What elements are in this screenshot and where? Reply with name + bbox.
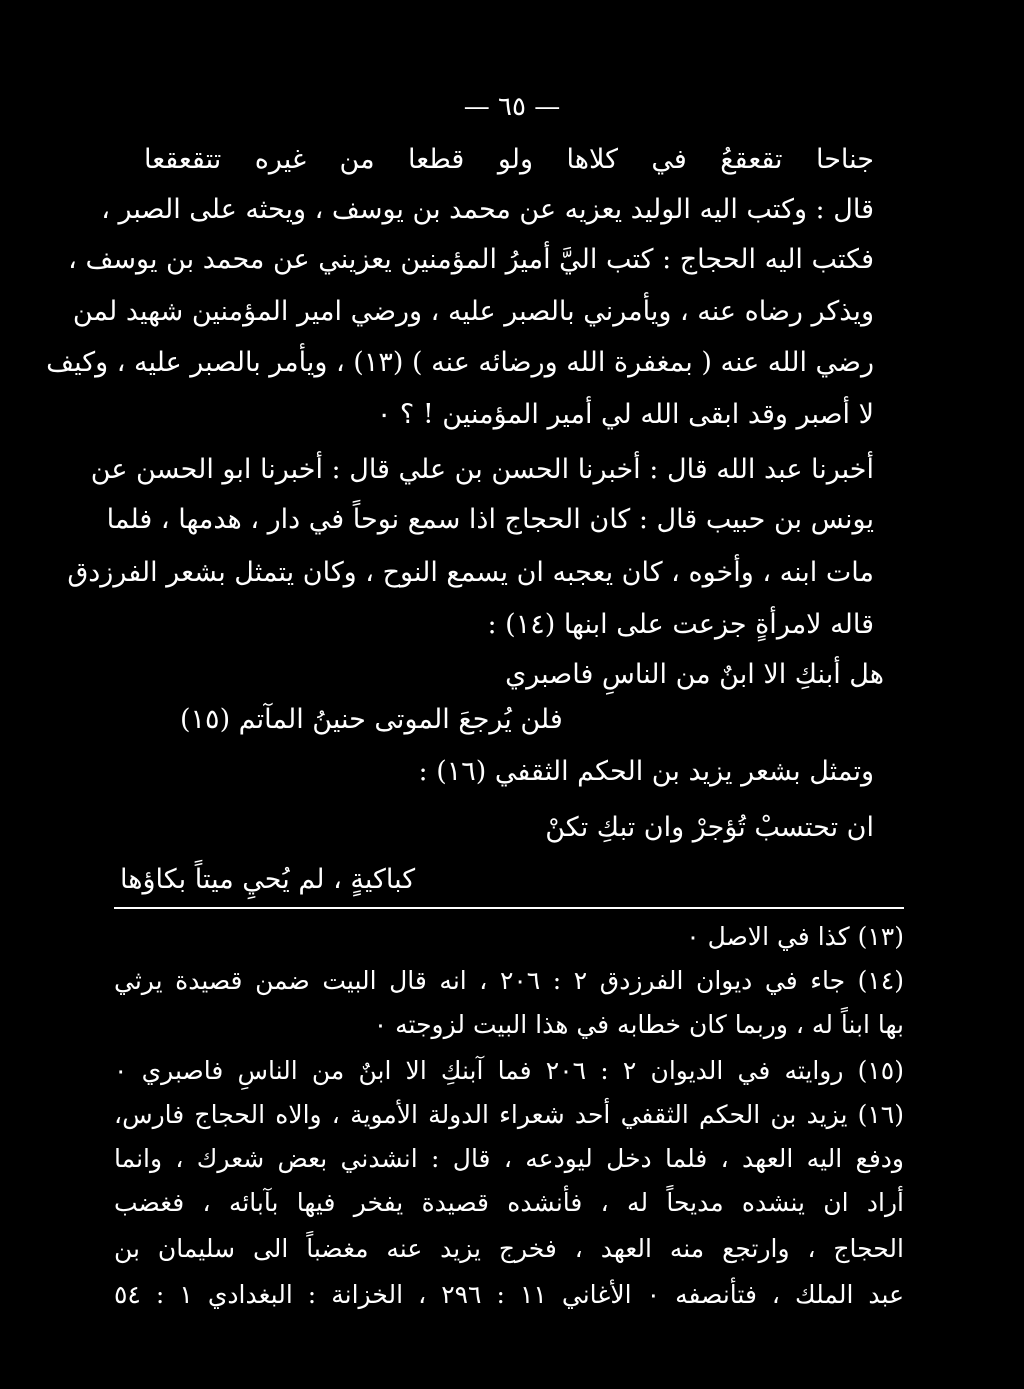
page-number: — ٦٥ — <box>463 92 561 122</box>
body-line-4: ويذكر رضاه عنه ، ويأمرني بالصبر عليه ، ورضي امير المؤمنين شهيد لمن <box>72 296 874 327</box>
body-line-1: جناحا تقعقعُ في كلاها ولو قطعا من غيره تتقعقعا <box>144 144 874 175</box>
verse-intro-line: وتمثل بشعر يزيد بن الحكم الثقفي (١٦) : <box>418 756 874 787</box>
footnote-divider <box>114 907 904 909</box>
verse-1-second-hemistich: فلن يُرجعَ الموتى حنينُ المآتم (١٥) <box>180 704 563 735</box>
verse-2-second-hemistich: كباكيةٍ ، لم يُحيِ ميتاً بكاؤها <box>120 864 416 895</box>
footnote-16-line-5: عبد الملك ، فتأنصفه ٠ الأغاني ١١ : ٢٩٦ ، الخزانة : البغدادي ١ : ٥٤ <box>114 1280 905 1309</box>
body-line-3: فكتب اليه الحجاج : كتب اليَّ أميرُ المؤمنين يعزيني عن محمد بن يوسف ، <box>68 244 874 275</box>
footnote-13: (١٣) كذا في الاصل ٠ <box>686 922 904 951</box>
body-line-10: قاله لامرأةٍ جزعت على ابنها (١٤) : <box>487 609 874 640</box>
body-line-2: قال : وكتب اليه الوليد يعزيه عن محمد بن يوسف ، ويحثه على الصبر ، <box>101 194 874 225</box>
footnote-14-line-1: (١٤) جاء في ديوان الفرزدق ٢ : ٢٠٦ ، انه قال البيت ضمن قصيدة يرثي <box>114 966 904 995</box>
footnote-16-line-3: أراد ان ينشده مديحاً له ، فأنشده قصيدة يفخر فيها بآبائه ، فغضب <box>114 1188 904 1217</box>
body-line-6: لا أصبر وقد ابقى الله لي أمير المؤمنين ! ؟ ٠ <box>376 399 874 430</box>
footnote-16-line-4: الحجاج ، وارتجع منه العهد ، فخرج يزيد عنه مغضباً الى سليمان بن <box>114 1234 904 1263</box>
footnote-16-line-1: (١٦) يزيد بن الحكم الثقفي أحد شعراء الدولة الأموية ، والاه الحجاج فارس، <box>114 1100 904 1129</box>
body-line-5: رضي الله عنه ( بمغفرة الله ورضائه عنه ) (١٣) ، ويأمر بالصبر عليه ، وكيف <box>46 347 874 378</box>
verse-1-first-hemistich: هل أبنكِ الا ابنٌ من الناسِ فاصبري <box>505 659 884 690</box>
body-line-7: أخبرنا عبد الله قال : أخبرنا الحسن بن علي قال : أخبرنا ابو الحسن عن <box>90 454 874 485</box>
body-line-9: مات ابنه ، وأخوه ، كان يعجبه ان يسمع النوح ، وكان يتمثل بشعر الفرزدق <box>67 557 874 588</box>
verse-2-first-hemistich: ان تحتسبْ تُؤجرْ وان تبكِ تكنْ <box>545 812 874 843</box>
body-line-8: يونس بن حبيب قال : كان الحجاج اذا سمع نوحاً في دار ، هدمها ، فلما <box>106 504 874 535</box>
footnote-14-line-2: بها ابناً له ، وربما كان خطابه في هذا البيت لزوجته ٠ <box>373 1010 904 1039</box>
footnote-15: (١٥) روايته في الديوان ٢ : ٢٠٦ فما آبنكِ الا ابنٌ من الناسِ فاصبري ٠ <box>114 1056 904 1085</box>
footnote-16-line-2: ودفع اليه العهد ، فلما دخل ليودعه ، قال : انشدني بعض شعرك ، وانما <box>114 1144 904 1173</box>
